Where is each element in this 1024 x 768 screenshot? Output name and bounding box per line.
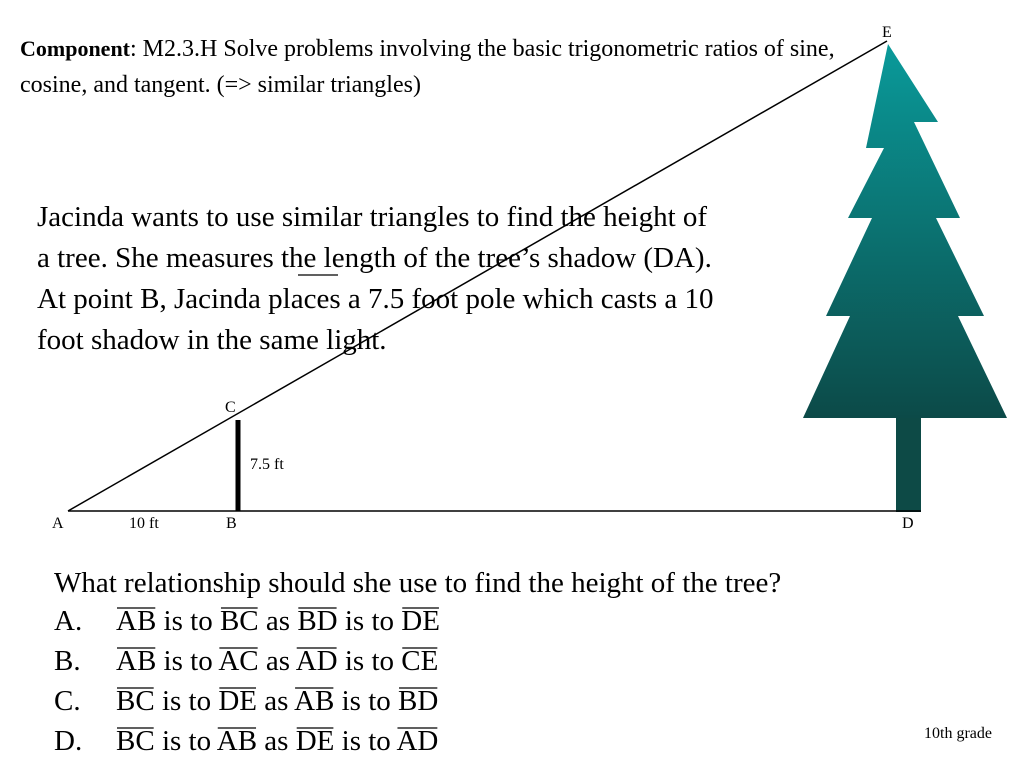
- segment-name: AB: [294, 685, 335, 717]
- segment-name: DE: [401, 605, 440, 637]
- answer-option-b[interactable]: [54, 641, 574, 681]
- option-word: is to: [156, 645, 219, 677]
- option-word: is to: [154, 725, 217, 757]
- point-label-d: D: [902, 515, 914, 532]
- point-label-a: A: [52, 515, 64, 532]
- option-word: is to: [154, 685, 219, 717]
- problem-statement: Jacinda wants to use similar triangles to find the height of a tree. She measures the length of the tree’s shadow (DA). At point B, Jacinda places a 7.5 foot pole which casts a 10 foot shadow in the same light.: [37, 201, 714, 356]
- option-word: is to: [337, 605, 402, 637]
- point-label-b: B: [226, 515, 237, 532]
- point-label-c: C: [225, 399, 236, 416]
- segment-name: BD: [297, 605, 338, 637]
- option-letter: B.: [54, 645, 81, 677]
- segment-name: AD: [295, 645, 338, 677]
- segment-name: AD: [396, 725, 439, 757]
- component-text: : M2.3.H Solve problems involving the basic trigonometric ratios of sine, cosine, and tangent. (=> similar triangles): [20, 36, 835, 98]
- answer-option-c[interactable]: [54, 681, 574, 721]
- option-word: as: [257, 685, 295, 717]
- segment-name: AB: [116, 645, 157, 677]
- segment-name: CE: [401, 645, 439, 677]
- component-label: Component: [20, 36, 131, 61]
- option-word: is to: [334, 685, 399, 717]
- option-letter: C.: [54, 685, 81, 717]
- option-word: as: [258, 645, 296, 677]
- point-label-e: E: [882, 24, 892, 41]
- answer-option-d[interactable]: [54, 721, 574, 761]
- shadow-length-label: 10 ft: [129, 515, 159, 532]
- segment-name: DE: [218, 685, 258, 717]
- option-letter: D.: [54, 725, 83, 757]
- segment-name: BD: [398, 685, 439, 717]
- segment-name: AB: [216, 725, 258, 757]
- segment-name: BC: [116, 685, 155, 717]
- option-word: is to: [337, 645, 402, 677]
- option-word: is to: [334, 725, 397, 757]
- segment-name: AB: [116, 605, 157, 637]
- question-text: What relationship should she use to find the height of the tree?: [54, 567, 782, 599]
- option-word: is to: [156, 605, 220, 637]
- segment-name: AC: [218, 645, 259, 677]
- segment-name: BC: [116, 725, 155, 757]
- segment-name: DE: [295, 725, 335, 757]
- answer-option-a[interactable]: [54, 601, 574, 641]
- pole-height-label: 7.5 ft: [250, 456, 284, 473]
- grade-label: 10th grade: [924, 725, 992, 742]
- option-word: as: [258, 605, 298, 637]
- option-word: as: [257, 725, 296, 757]
- option-letter: A.: [54, 605, 83, 637]
- component-header: [20, 31, 840, 103]
- segment-name: BC: [219, 605, 259, 637]
- tree-trunk: [896, 415, 921, 512]
